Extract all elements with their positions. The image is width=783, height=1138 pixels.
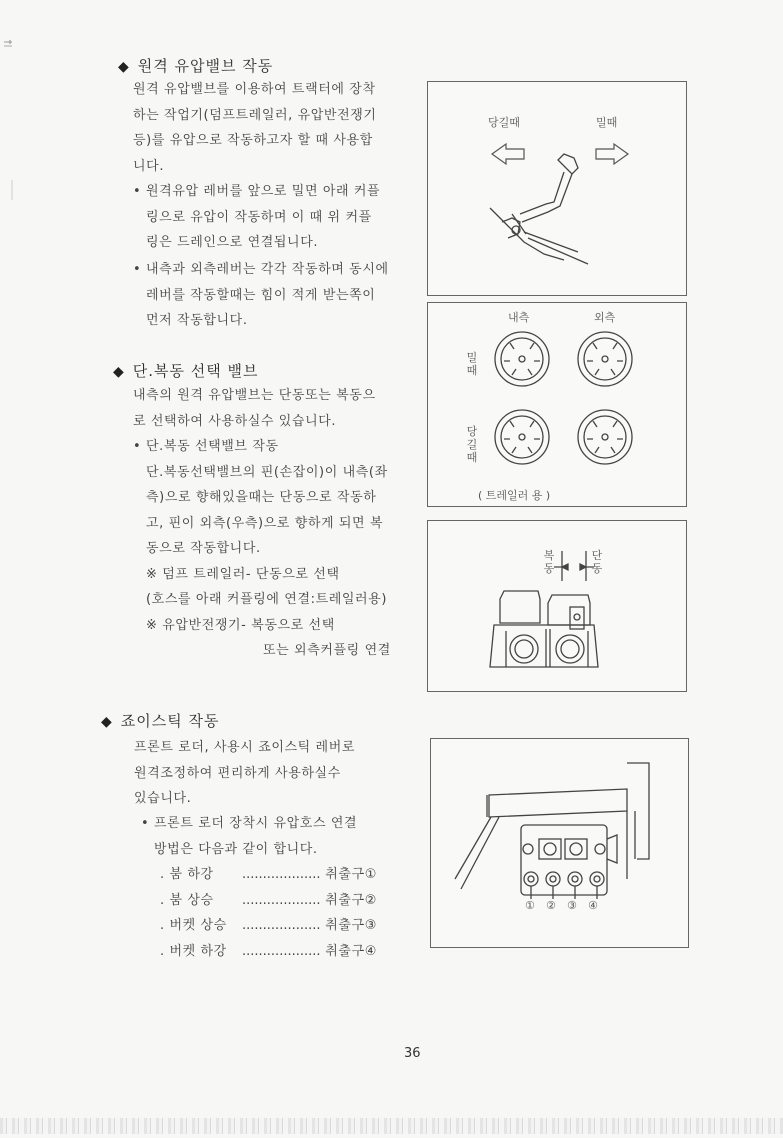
section-heading-selector-valve: ◆ 단.복동 선택 밸브 <box>113 362 259 380</box>
figure-lever <box>427 81 687 296</box>
scan-edge-bottom <box>0 1118 783 1134</box>
table-row: . 버켓 하강 ................... 취출구④ <box>160 943 377 959</box>
label-pull: 당길때 <box>488 116 520 129</box>
label-push: 밀때 <box>596 116 618 129</box>
joystick-paragraph: 프론트 로더, 사용시 죠이스틱 레버로 원격조정하여 편리하게 사용하실수 있습니다. <box>134 740 356 806</box>
label-outer: 외측 <box>594 311 616 324</box>
port-label-2: ② <box>546 899 556 912</box>
label-double-acting: 복동 <box>543 549 555 575</box>
port-label-3: ③ <box>567 899 577 912</box>
port-label-4: ④ <box>588 899 598 912</box>
diamond-bullet-icon: ◆ <box>118 59 130 75</box>
arrow-left-icon <box>492 144 524 164</box>
bullet-dot-icon: • <box>141 816 150 831</box>
diamond-bullet-icon: ◆ <box>113 364 125 380</box>
selector-valve-paragraph: 내측의 원격 유압밸브는 단동또는 복동으 로 선택하여 사용하실수 있습니다. <box>133 388 376 429</box>
page-number: 36 <box>404 1046 421 1061</box>
selector-valve-bullet: • 단.복동 선택밸브 작동 단.복동선택밸브의 핀(손잡이)이 내측(좌 측)으로 향해있을때는 단동으로 작동하 고, 핀이 외측(우측)으로 향하게 되면 복 동으로 작동합니다. ※ 덤프 트레일러- 단동으로 선택 (호스를 아래 커플링에 연결:트레일러용) ※ 유압반전쟁기- 복동으로 선택 또는 외측커플링 연결 <box>133 439 391 658</box>
figure-couplers <box>427 302 687 507</box>
table-row: . 붐 하강 ................... 취출구① <box>160 867 377 882</box>
joystick-valve-drawing <box>431 739 688 947</box>
section-heading-remote-valve: ◆ 원격 유압밸브 작동 <box>118 57 274 75</box>
hose-connection-table <box>160 862 377 964</box>
selector-pin-drawing <box>428 521 686 691</box>
coupler-drawing <box>428 303 686 506</box>
port-label-1: ① <box>525 899 535 912</box>
label-single-acting: 단동 <box>591 549 603 575</box>
lever-drawing <box>428 82 686 295</box>
remote-valve-bullet-1: • 원격유압 레버를 앞으로 밀면 아래 커플 링으로 유압이 작동하며 이 때 위 커플 링은 드레인으로 연결됩니다. <box>133 184 381 250</box>
section-heading-joystick: ◆ 죠이스틱 작동 <box>101 712 220 730</box>
table-row: . 붐 상승 ................... 취출구② <box>160 892 377 908</box>
scan-edge <box>0 0 14 1134</box>
label-push-vertical: 밀때 <box>466 351 478 377</box>
coupler-inner-bottom <box>495 410 549 464</box>
joystick-bullet: • 프론트 로더 장착시 유압호스 연결 방법은 다음과 같이 합니다. <box>141 816 358 857</box>
coupler-outer-bottom <box>578 410 632 464</box>
coupler-inner-top <box>495 332 549 386</box>
bullet-dot-icon: • <box>133 262 142 277</box>
coupler-outer-top <box>578 332 632 386</box>
figure-selector-pin <box>427 520 687 692</box>
remote-valve-bullet-2: • 내측과 외측레버는 각각 작동하며 동시에 레버를 작동할때는 힘이 적게 받는쪽이 먼저 작동합니다. <box>133 262 389 328</box>
figure-joystick-valve <box>430 738 689 948</box>
diamond-bullet-icon: ◆ <box>101 714 113 730</box>
bullet-dot-icon: • <box>133 184 142 199</box>
arrow-right-icon <box>596 144 628 164</box>
label-pull-vertical: 당길때 <box>466 425 478 464</box>
table-row: . 버켓 상승 ................... 취출구③ <box>160 918 377 933</box>
remote-valve-paragraph: 원격 유압밸브를 이용하여 트랙터에 장착 하는 작업기(덤프트레일러, 유압반전쟁기 등)를 유압으로 작동하고자 할 때 사용합 니다. <box>133 82 377 174</box>
label-inner: 내측 <box>508 311 530 324</box>
bullet-dot-icon: • <box>133 439 142 454</box>
figure-caption: ( 트레일러 용 ) <box>478 489 551 502</box>
